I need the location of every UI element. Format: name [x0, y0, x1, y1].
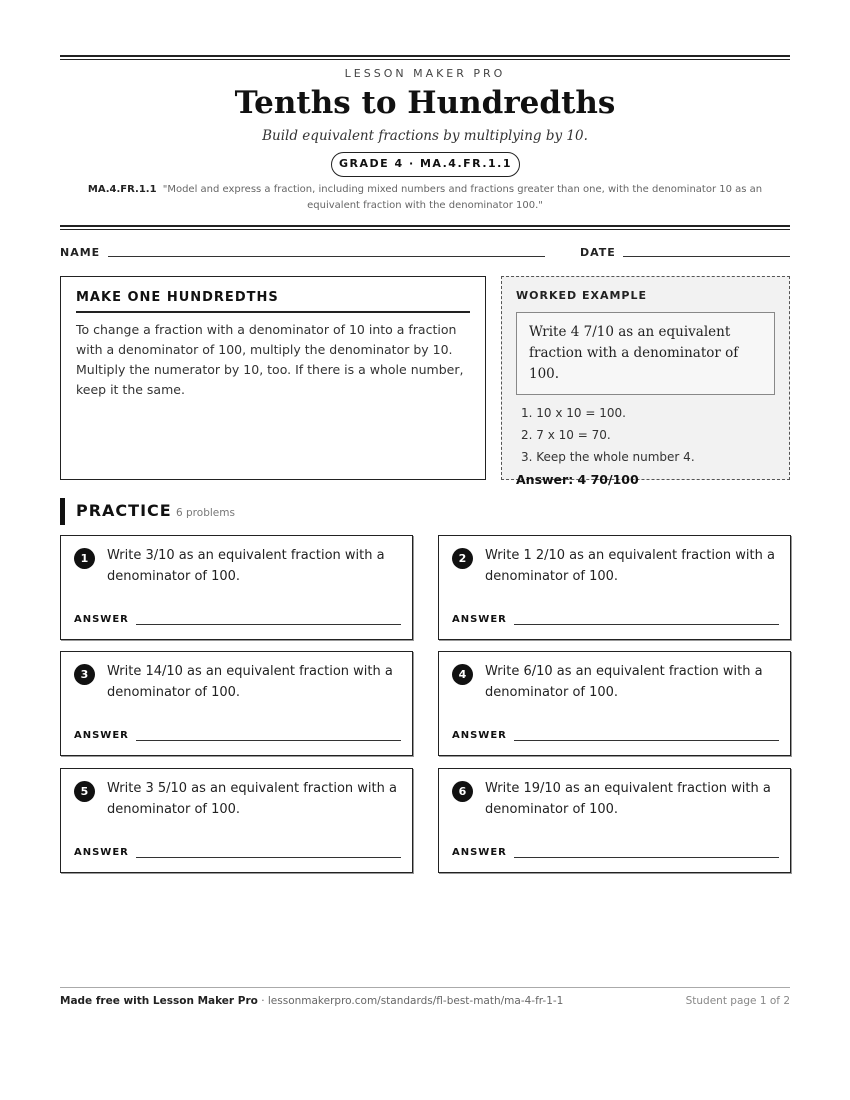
answer-label: ANSWER — [74, 730, 129, 741]
standard-text: "Model and express a fraction, including mixed numbers and fractions greater than one, with the denominator 10 as an equivalent fraction with the denominator 100." — [162, 184, 763, 211]
problem-card-5 — [60, 768, 413, 873]
footer-url[interactable]: · lessonmakerpro.com/standards/fl-best-math/ma-4-fr-1-1 — [257, 995, 564, 1007]
worked-step: 2. 7 x 10 = 70. — [521, 428, 611, 442]
answer-field[interactable] — [136, 624, 401, 625]
page-title: Tenths to Hundredths — [234, 85, 616, 121]
problem-number-badge: 4 — [452, 664, 473, 685]
worked-example-title: WORKED EXAMPLE — [516, 289, 647, 302]
problem-card-6 — [438, 768, 791, 873]
standard-description — [60, 182, 790, 214]
problem-number-badge: 2 — [452, 548, 473, 569]
answer-field[interactable] — [136, 857, 401, 858]
answer-field[interactable] — [514, 857, 779, 858]
standard-code: MA.4.FR.1.1 — [87, 184, 157, 195]
name-field[interactable] — [108, 256, 545, 257]
problem-text: Write 3/10 as an equivalent fraction with a denominator of 100. — [107, 548, 385, 584]
problem-text: Write 3 5/10 as an equivalent fraction with a denominator of 100. — [107, 781, 397, 817]
practice-count: 6 problems — [176, 507, 235, 519]
problem-number-badge: 1 — [74, 548, 95, 569]
problem-text: Write 14/10 as an equivalent fraction with a denominator of 100. — [107, 664, 393, 700]
footer-page-number: Student page 1 of 2 — [685, 995, 790, 1007]
problem-card-4 — [438, 651, 791, 756]
footer-credit — [60, 995, 563, 1007]
student-info-row — [60, 246, 790, 260]
top-double-rule — [60, 55, 790, 60]
problem-text: Write 1 2/10 as an equivalent fraction with a denominator of 100. — [485, 548, 775, 584]
answer-label: ANSWER — [74, 847, 129, 858]
answer-label: ANSWER — [452, 614, 507, 625]
problem-text: Write 6/10 as an equivalent fraction with a denominator of 100. — [485, 664, 763, 700]
answer-label: ANSWER — [452, 847, 507, 858]
concept-body: To change a fraction with a denominator of 10 into a fraction with a denominator of 100, multiply the denominator by 10. Multiply the numerator by 10, too. If there is a whole number, keep it the same. — [76, 322, 464, 397]
worked-example-box — [501, 276, 790, 487]
date-field[interactable] — [623, 256, 790, 257]
answer-field[interactable] — [136, 740, 401, 741]
footer-rule — [60, 987, 790, 988]
concept-box — [60, 276, 486, 480]
footer-brand: Made free with Lesson Maker Pro — [60, 995, 258, 1007]
answer-label: ANSWER — [74, 614, 129, 625]
worked-step: 1. 10 x 10 = 100. — [521, 406, 626, 420]
worked-step: 3. Keep the whole number 4. — [521, 450, 695, 464]
problem-card-2 — [438, 535, 791, 640]
problem-number-badge: 6 — [452, 781, 473, 802]
page-subtitle: Build equivalent fractions by multiplying by 10. — [262, 128, 588, 144]
grade-badge: GRADE 4 · MA.4.FR.1.1 — [331, 152, 520, 177]
date-label: DATE — [580, 246, 616, 259]
problem-card-1 — [60, 535, 413, 640]
brand-name: LESSON MAKER PRO — [344, 67, 506, 80]
answer-field[interactable] — [514, 624, 779, 625]
answer-field[interactable] — [514, 740, 779, 741]
answer-label: ANSWER — [452, 730, 507, 741]
concept-title: MAKE ONE HUNDREDTHS — [76, 290, 470, 313]
worked-example-prompt: Write 4 7/10 as an equivalent fraction with a denominator of 100. — [516, 312, 775, 395]
problem-number-badge: 5 — [74, 781, 95, 802]
header-bottom-double-rule — [60, 225, 790, 230]
worked-example-steps — [516, 402, 775, 468]
problem-number-badge: 3 — [74, 664, 95, 685]
practice-title: PRACTICE — [76, 501, 172, 520]
problem-card-3 — [60, 651, 413, 756]
worked-example-answer: Answer: 4 70/100 — [516, 472, 639, 487]
practice-accent-bar — [60, 498, 65, 525]
name-label: NAME — [60, 246, 101, 259]
problem-text: Write 19/10 as an equivalent fraction with a denominator of 100. — [485, 781, 771, 817]
